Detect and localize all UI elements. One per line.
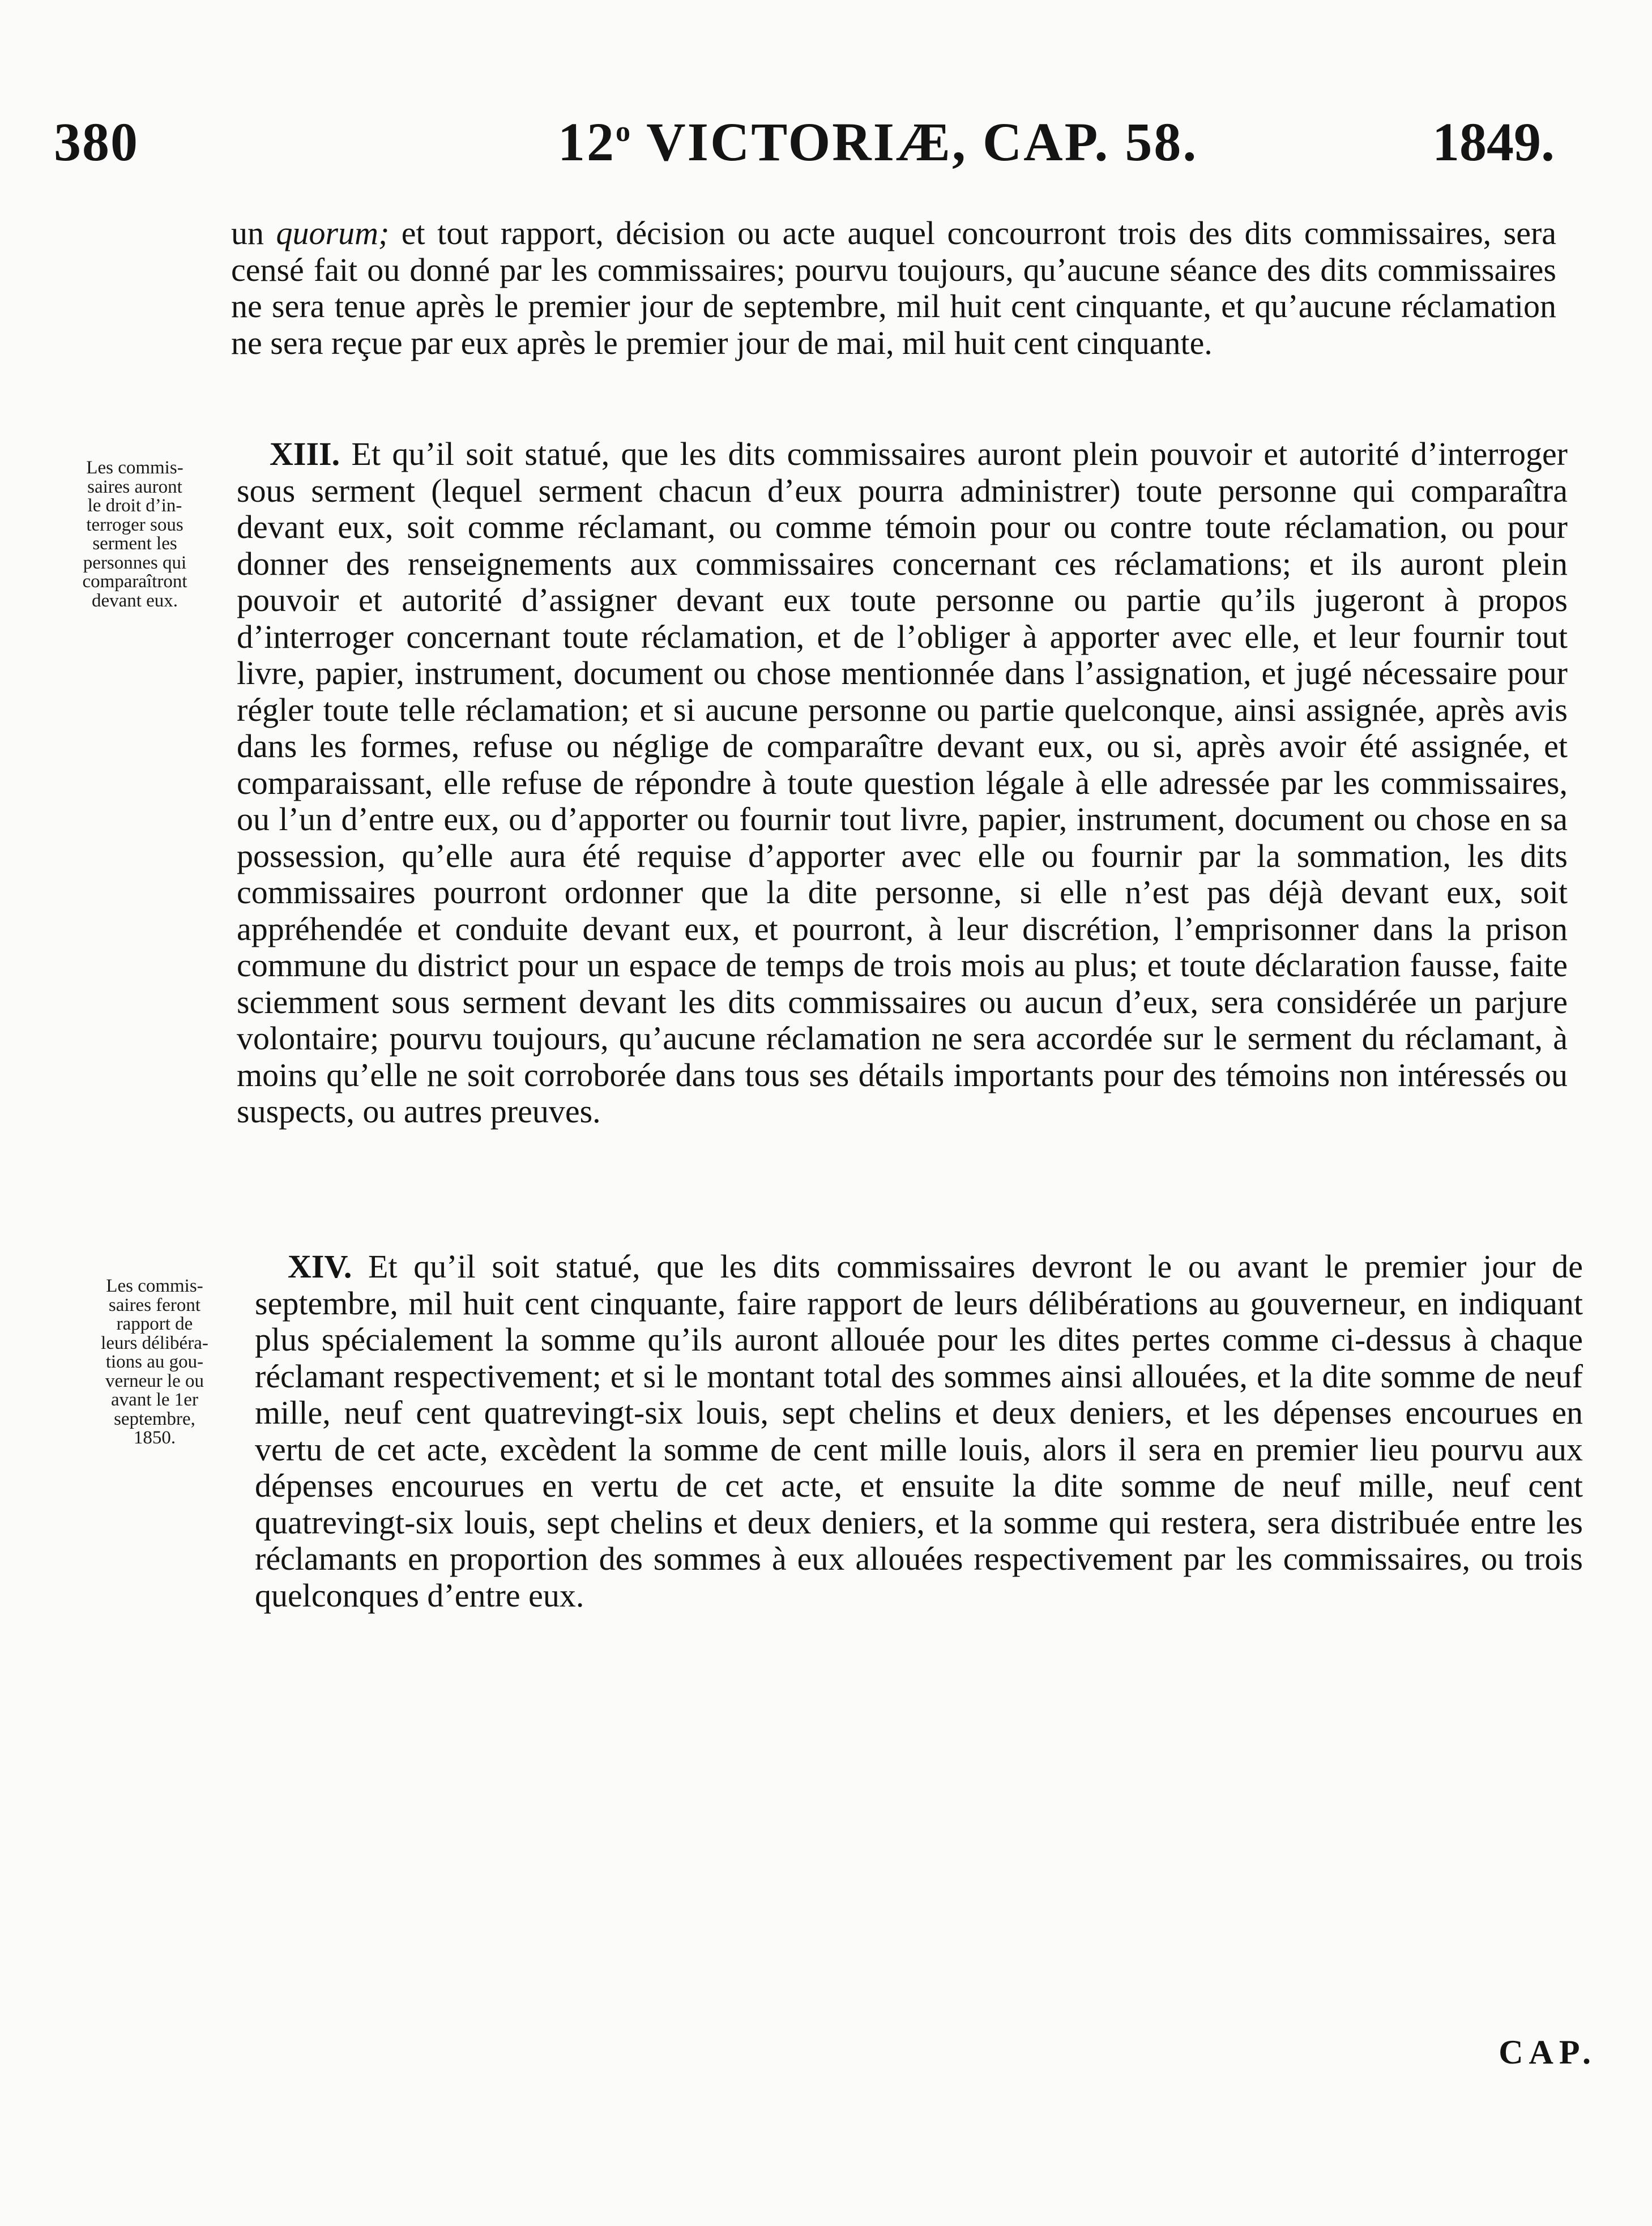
continuation-text-end: et tout rapport, décision ou acte auquel concourront trois des dits commissaires, sera censé fait ou donné par les commissaires; pourvu toujours, qu’aucune séance des dits commissaires ne sera tenue après le premier jour de septembre, mil huit cent cinquante, et qu’aucune réclamation ne sera reçue par eux après le premier jour de mai, mil huit cent cinquante. [231, 215, 1556, 361]
section-xiv-text: Et qu’il soit statué, que les dits commissaires devront le ou avant le premier jour de septembre, mil huit cent cinquante, faire rapport de leurs délibérations au gouverneur, en indiquant plus spécialement la somme qu’ils auront allouée pour les dites pertes comme ci-dessus à chaque réclamant respectivement; et si le montant total des sommes ainsi allouées, et la dite somme de neuf mille, neuf cent quatrevingt-six louis, sept chelins et deux deniers, et les dépenses encourues en vertu de cet acte, excèdent la somme de cent mille louis, alors il sera en premier lieu pourvu aux dépenses encourues en vertu de cet acte, et ensuite la dite somme de neuf mille, neuf cent quatrevingt-six louis, sept chelins et deux deniers, et la somme qui restera, sera distribuée entre les réclamants en proportion des sommes à eux allouées respectivement par les commissaires, ou trois quelconques d’entre eux. [255, 1248, 1583, 1614]
catchword: CAP. [1499, 2033, 1596, 2071]
section-xiii-text: Et qu’il soit statué, que les dits commissaires auront plein pouvoir et autorité d’interroger sous serment (lequel serment chacun d’eux pourra administrer) toute personne qui comparaîtra devant eux, soit comme réclamant, ou comme témoin pour ou contre toute réclamation, ou pour donner des renseignements aux commissaires concernant ces réclamations; et ils auront plein pouvoir et autorité d’assigner devant eux toute personne ou partie qu’ils jugeront à propos d’interroger concernant toute réclamation, et de l’obliger à apporter avec elle, et leur fournir tout livre, papier, instrument, document ou chose mentionnée dans l’assignation, et jugé nécessaire pour régler toute telle réclamation; et si aucune personne ou partie quelconque, ainsi assignée, après avis dans les formes, refuse ou néglige de comparaître devant eux, ou si, après avoir été assignée, et comparaissant, elle refuse de répondre à toute question légale à elle adressée par les commissaires, ou l’un d’entre eux, ou d’apporter ou fournir tout livre, papier, instrument, document ou chose en sa possession, qu’elle aura été requise d’apporter avec elle ou fournir par la sommation, les dits commissaires pourront ordonner que la dite personne, si elle n’est pas déjà devant eux, soit appréhendée et conduite devant eux, et pourront, à leur discrétion, l’emprisonner dans la prison commune du district pour un espace de temps de trois mois au plus; et toute déclaration fausse, faite sciemment sous serment devant les dits commissaires ou aucun d’eux, sera considérée un parjure volontaire; pourvu toujours, qu’aucune réclamation ne sera accordée sur le serment du réclamant, à moins qu’elle ne soit corroborée dans tous ses détails importants pour des témoins non intéressés ou suspects, ou autres preuves. [237, 435, 1568, 1130]
title-prefix: 12 [558, 112, 616, 172]
section-number-xiii: XIII. [270, 435, 340, 472]
margin-note-line: tions au gou- [105, 1352, 204, 1372]
margin-note-line: Les commis- [106, 1276, 203, 1296]
title-main: VICTORIÆ, CAP. 58. [632, 112, 1198, 172]
margin-note-xiii [50, 459, 220, 610]
page-number: 380 [54, 112, 139, 172]
year: 1849. [1432, 112, 1555, 172]
margin-note-xiv [67, 1277, 242, 1448]
margin-note-line: saires auront [87, 476, 182, 497]
running-title [558, 110, 1198, 173]
continuation-italic: quorum; [276, 215, 390, 251]
margin-note-line: septembre, [114, 1408, 195, 1429]
margin-note-line: 1850. [133, 1428, 176, 1448]
margin-note-line: devant eux. [91, 590, 178, 611]
margin-note-line: leurs délibéra- [101, 1332, 208, 1353]
continuation-paragraph [231, 215, 1556, 361]
margin-note-line: personnes qui [83, 552, 187, 573]
margin-note-line: avant le 1er [111, 1390, 198, 1410]
section-number-xiv: XIV. [288, 1248, 352, 1285]
section-xiii-paragraph [237, 436, 1568, 1130]
margin-note-line: Les commis- [86, 458, 183, 478]
margin-note-line: terroger sous [86, 514, 183, 535]
margin-note-line: serment les [92, 533, 177, 554]
margin-note-line: saires feront [108, 1294, 201, 1315]
section-xiv-paragraph [255, 1249, 1583, 1614]
margin-note-line: rapport de [116, 1314, 193, 1334]
continuation-text-start: un [231, 215, 276, 251]
page-header [54, 110, 1560, 184]
margin-note-line: comparaîtront [82, 571, 187, 592]
title-ordinal: o [616, 116, 632, 148]
margin-note-line: le droit d’in- [87, 495, 182, 516]
margin-note-line: verneur le ou [105, 1370, 204, 1391]
